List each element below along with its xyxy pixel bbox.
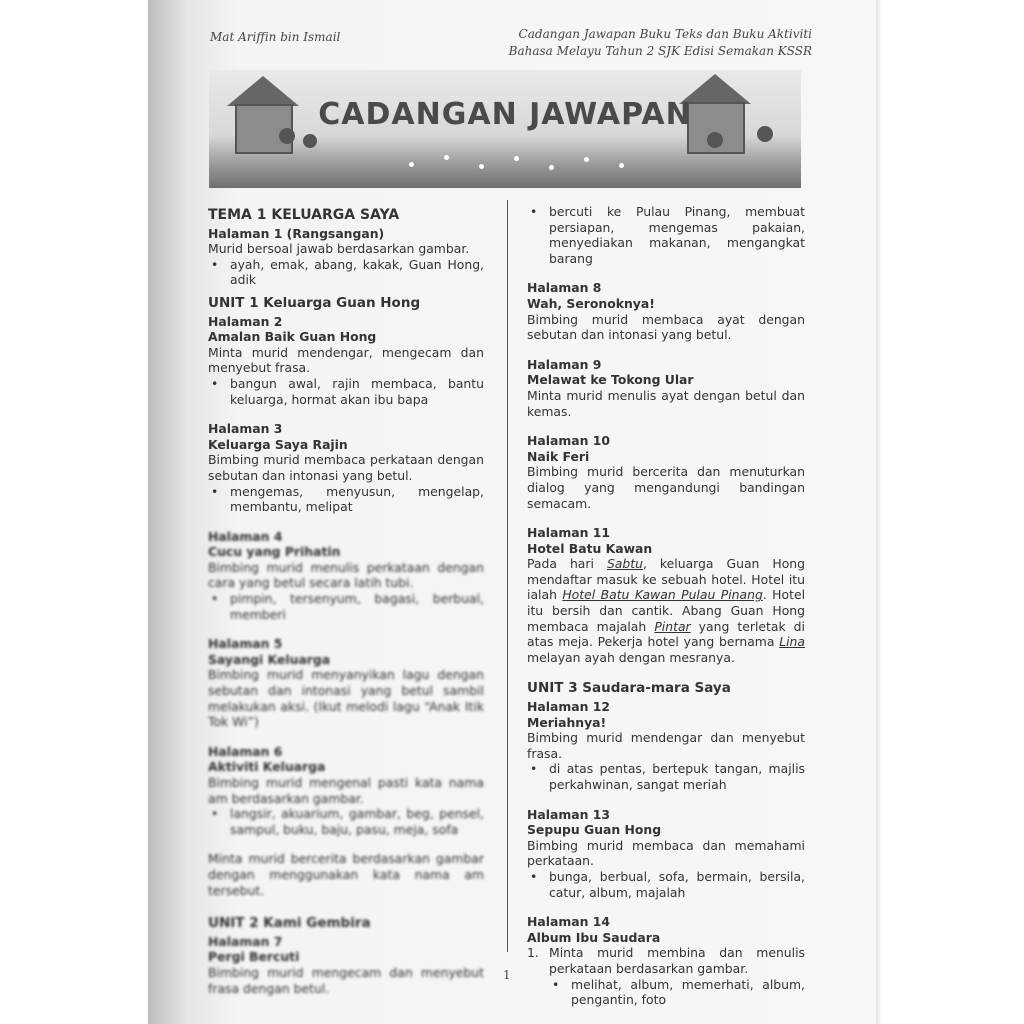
page-subheading: Melawat ke Tokong Ular: [527, 372, 694, 388]
page-subheading: Naik Feri: [527, 448, 590, 464]
instruction-text: Murid bersoal jawab berdasarkan gambar.: [208, 241, 470, 257]
page-heading: Halaman 11: [527, 525, 610, 541]
header-book-line2: Bahasa Melayu Tahun 2 SJK Edisi Semakan KSSR: [508, 44, 812, 58]
kid-figure-left2: [303, 134, 317, 148]
page-heading: Halaman 1 (Rangsangan): [208, 225, 385, 241]
flower-icon: [549, 165, 554, 170]
tema-heading: TEMA 1 KELUARGA SAYA: [208, 207, 400, 223]
page-subheading: Hotel Batu Kawan: [527, 540, 653, 556]
instruction-text: Bimbing murid menulis perkataan dengan cara yang betul secara latih tubi.: [208, 559, 484, 591]
instruction-text: Minta murid mendengar, mengecam dan menyebut frasa.: [208, 344, 484, 376]
underlined-answer: Lina: [779, 634, 805, 650]
page-heading: Halaman 8: [527, 280, 602, 296]
instruction-text: Bimbing murid membaca dan memahami perkataan.: [527, 837, 805, 869]
page-heading: Halaman 6: [208, 743, 283, 759]
instruction-text: Minta murid bercerita berdasarkan gambar dengan menggunakan kata nama am tersebut.: [208, 851, 484, 898]
instruction-text: Bimbing murid membaca ayat dengan sebutan dan intonasi yang betul.: [527, 311, 805, 343]
page-subheading: Aktiviti Keluarga: [208, 759, 326, 775]
page-heading: Halaman 10: [527, 433, 610, 449]
flower-icon: [584, 157, 589, 162]
answer-bullet: • pimpin, tersenyum, bagasi, berbual, memberi: [208, 591, 484, 622]
banner: [209, 70, 801, 188]
page-heading: Halaman 2: [208, 313, 283, 329]
underlined-answer: Pintar: [654, 618, 691, 634]
underlined-answer: Hotel Batu Kawan Pulau Pinang: [562, 587, 763, 603]
page-heading: Halaman 12: [527, 699, 610, 715]
unit-heading: UNIT 3 Saudara-mara Saya: [527, 680, 731, 697]
page-heading: Halaman 13: [527, 806, 610, 822]
page-heading: Halaman 4: [208, 528, 283, 544]
page-edge: [876, 0, 882, 1024]
page-number: 1: [503, 968, 511, 982]
page-heading: Halaman 3: [208, 421, 283, 437]
kid-figure-right: [707, 132, 723, 148]
page-subheading: Amalan Baik Guan Hong: [208, 329, 377, 345]
answer-bullet: • bangun awal, rajin membaca, bantu keluarga, hormat akan ibu bapa: [208, 376, 484, 407]
header-book-line1: Cadangan Jawapan Buku Teks dan Buku Aktiviti: [518, 27, 812, 41]
page-subheading: Sepupu Guan Hong: [527, 822, 662, 838]
story-text: . Hotel itu bersih dan cantik. Abang Guan Hong membaca majalah: [527, 587, 806, 634]
instruction-text: Bimbing murid menyanyikan lagu dengan sebutan dan intonasi yang betul sambil melakukan aksi. (Ikut melodi lagu “Anak Itik Tok Wi”): [208, 667, 484, 730]
page-subheading: Keluarga Saya Rajin: [208, 436, 348, 452]
answer-bullet: • mengemas, menyusun, mengelap, membantu, melipat: [208, 484, 484, 515]
answer-bullet: • melihat, album, memerhati, album, pengantin, foto: [527, 977, 805, 1008]
story-text: yang terletak di atas meja. Pekerja hotel yang bernama: [527, 618, 805, 650]
answer-bullet: • di atas pentas, bertepuk tangan, majlis perkahwinan, sangat meriah: [527, 761, 805, 792]
instruction-text: Bimbing murid membaca perkataan dengan sebutan dan intonasi yang betul.: [208, 452, 484, 483]
page-heading: Halaman 7: [208, 933, 283, 949]
page-heading: Halaman 5: [208, 636, 283, 652]
story-text: Pada hari: [527, 556, 607, 572]
page-subheading: Meriahnya!: [527, 714, 607, 730]
instruction-text: Minta murid membina dan menulis perkataan berdasarkan gambar.: [549, 945, 805, 976]
instruction-text: Bimbing murid mengenal pasti kata nama am berdasarkan gambar.: [208, 775, 484, 806]
left-column: [208, 204, 484, 996]
page-subheading: Sayangi Keluarga: [208, 651, 331, 667]
item-number: 1.: [527, 945, 539, 961]
numbered-instruction: [527, 945, 805, 976]
story-text: , keluarga Guan Hong mendaftar masuk ke sebuah hotel. Hotel itu ialah: [527, 556, 805, 603]
story-paragraph: [527, 556, 805, 665]
page-heading: Halaman 9: [527, 356, 602, 372]
underlined-answer: Sabtu: [606, 556, 643, 572]
page-subheading: Cucu yang Prihatin: [208, 544, 341, 560]
blurred-section: [208, 529, 484, 996]
flower-icon: [619, 163, 624, 168]
answer-bullet: • ayah, emak, abang, kakak, Guan Hong, adik: [208, 257, 484, 288]
answer-bullet: • langsir, akuarium, gambar, beg, pensel, sampul, buku, baju, pasu, meja, sofa: [208, 806, 484, 837]
page-subheading: Wah, Seronoknya!: [527, 295, 655, 311]
page-heading: Halaman 14: [527, 914, 610, 930]
instruction-text: Minta murid menulis ayat dengan betul dan kemas.: [527, 387, 805, 419]
right-column: [527, 204, 805, 1008]
page-subheading: Album Ibu Saudara: [527, 929, 661, 945]
header-author: Mat Ariffin bin Ismail: [210, 30, 341, 44]
flower-icon: [514, 156, 519, 161]
page-subheading: Pergi Bercuti: [208, 949, 300, 965]
answer-bullet: • bercuti ke Pulau Pinang, membuat persiapan, mengemas pakaian, menyediakan makanan, mengangkat barang: [527, 204, 805, 266]
instruction-text: Bimbing murid bercerita dan menuturkan dialog yang mengandungi bandingan semacam.: [527, 464, 805, 511]
answer-bullet: • bunga, berbual, sofa, bermain, bersila, catur, album, majalah: [527, 869, 805, 900]
instruction-text: Bimbing murid mengecam dan menyebut frasa dengan betul.: [208, 964, 484, 996]
unit-heading: UNIT 2 Kami Gembira: [208, 915, 371, 932]
banner-title: CADANGAN JAWAPAN: [318, 97, 692, 132]
instruction-text: Bimbing murid mendengar dan menyebut frasa.: [527, 730, 805, 761]
story-text: melayan ayah dengan mesranya.: [527, 649, 735, 665]
flower-icon: [409, 162, 414, 167]
flower-icon: [444, 155, 449, 160]
header-book-title: [509, 26, 812, 60]
unit-heading: UNIT 1 Keluarga Guan Hong: [208, 294, 421, 311]
flower-icon: [479, 164, 484, 169]
column-divider: [507, 200, 508, 952]
